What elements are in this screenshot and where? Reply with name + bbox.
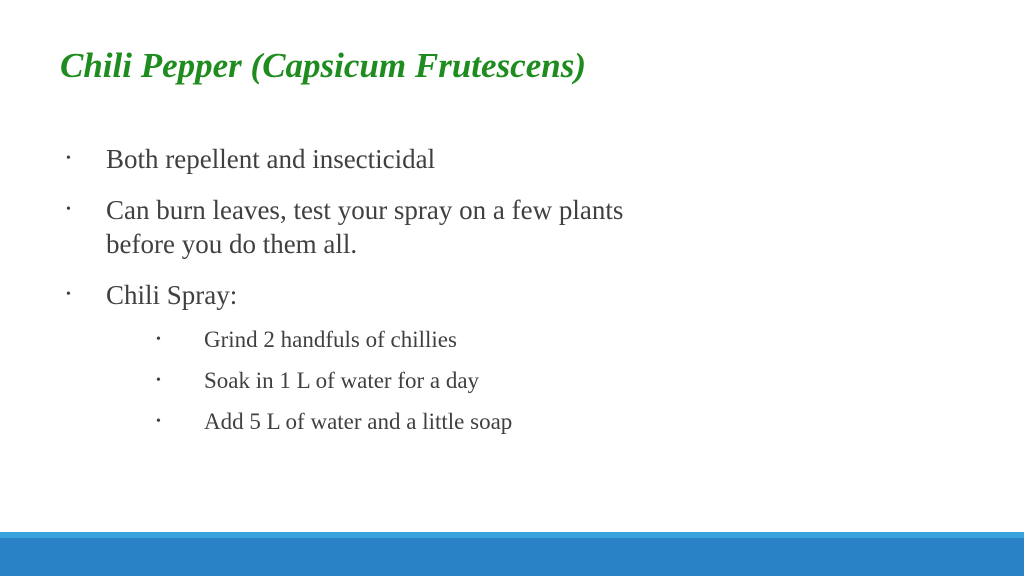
footer-bar — [0, 538, 1024, 576]
bullet-text: Both repellent and insecticidal — [106, 144, 436, 174]
bullet-text-line-1: Can burn leaves, test your spray on a few plants — [106, 195, 624, 225]
slide-title: Chili Pepper (Capsicum Frutescens) — [60, 46, 586, 85]
sub-bullet-text: Add 5 L of water and a little soap — [204, 409, 513, 434]
sub-bullet-marker: • — [156, 332, 161, 347]
sub-bullet-marker: • — [156, 414, 161, 429]
bullet-text-line-2: before you do them all. — [106, 229, 358, 259]
sub-bullet-text: Soak in 1 L of water for a day — [204, 368, 480, 393]
bullet-marker: • — [66, 202, 71, 217]
bullet-marker: • — [66, 287, 71, 302]
bullet-text: Chili Spray: — [106, 280, 238, 310]
sub-bullet-text: Grind 2 handfuls of chillies — [204, 327, 457, 352]
sub-bullet-marker: • — [156, 373, 161, 388]
bullet-marker: • — [66, 151, 71, 166]
